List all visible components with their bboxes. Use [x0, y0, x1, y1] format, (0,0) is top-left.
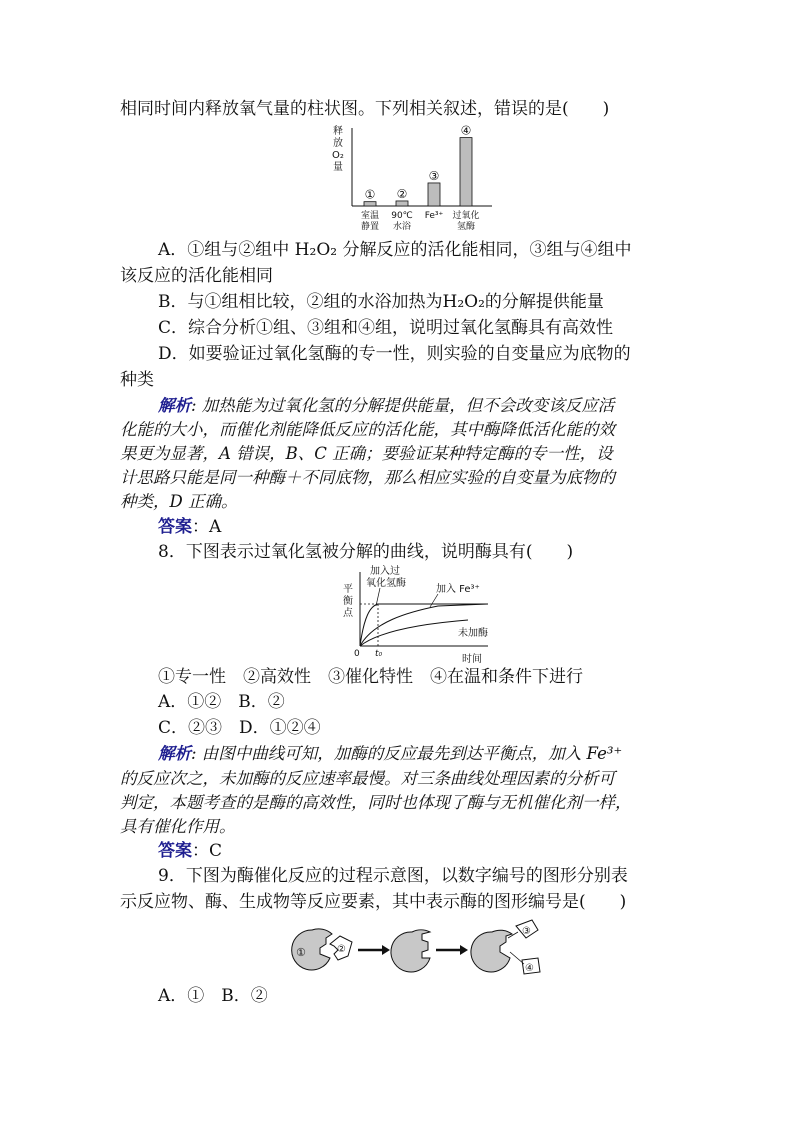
q7-option-d-2: 种类: [120, 370, 154, 390]
marker-1: ①: [296, 946, 306, 959]
answer-label: 答案: [158, 517, 192, 537]
q8-options-ab: A．①② B．②: [158, 692, 285, 712]
bar-label: 静置: [360, 222, 380, 232]
q8-answer: [158, 839, 222, 863]
origin-label: 0: [354, 649, 360, 659]
q8-stem: 8．下图表示过氧化氢被分解的曲线，说明酶具有( ): [158, 542, 574, 562]
analysis-text: : 由图中曲线可知，加酶的反应最先到达平衡点，加入 Fe³⁺: [191, 744, 623, 763]
y-label-char: 衡: [343, 596, 353, 607]
y-label-char: 量: [333, 162, 343, 173]
arrow-2-head: [460, 945, 468, 955]
bar-marker: ③: [428, 168, 440, 183]
fe-pointer: [430, 594, 438, 607]
q7-option-a-1: A．①组与②组中 H₂O₂ 分解反应的活化能相同，③组与④组中: [158, 240, 632, 260]
y-label-char: 放: [333, 138, 343, 149]
enzyme-process-figure: [282, 918, 552, 982]
y-label-char: O₂: [332, 150, 344, 161]
bar-label: Fe³⁺: [424, 211, 444, 221]
enzyme-pointer: [376, 588, 380, 606]
q7-analysis-4: 计思路只能是同一种酶＋不同底物，那么相应实验的自变量为底物的: [120, 468, 615, 487]
enzyme-label-1: 加入过: [370, 566, 400, 577]
bar-marker: ①: [364, 187, 376, 202]
fe-label: 加入 Fe³⁺: [436, 584, 480, 595]
answer-label: 答案: [158, 841, 192, 861]
curve-figure: [338, 562, 498, 666]
q8-analysis-2: 的反应次之，未加酶的反应速率最慢。对三条曲线处理因素的分析可: [120, 769, 615, 788]
bar-label: 过氧化: [452, 211, 480, 221]
q9-options-ab: A．① B．②: [158, 986, 268, 1006]
marker-3: ③: [522, 926, 531, 937]
q7-option-d-1: D．如要验证过氧化氢酶的专一性，则实验的自变量应为底物的: [158, 344, 631, 364]
q7-answer: [158, 515, 221, 539]
q7-analysis-5: 种类，D 正确。: [120, 492, 238, 511]
enzyme-label-2: 氧化氢酶: [366, 578, 406, 589]
bar-label: 室温: [360, 211, 380, 221]
q9-stem-1: 9．下图为酶催化反应的过程示意图，以数字编号的图形分别表: [158, 866, 628, 886]
arrow-1-head: [382, 945, 390, 955]
marker-2: ②: [337, 944, 346, 955]
bar-marker: ②: [396, 186, 408, 201]
bar: [428, 183, 440, 206]
bar: [396, 201, 408, 206]
bar: [460, 138, 472, 206]
enzyme-complex: [391, 930, 430, 972]
enzyme-released: [471, 930, 512, 972]
t0-label: t₀: [375, 649, 383, 659]
q7-analysis-1: [158, 394, 614, 418]
q8-options-cd: C．②③ D．①②④: [158, 718, 321, 738]
q8-choices: ①专一性 ②高效性 ③催化特性 ④在温和条件下进行: [158, 667, 583, 687]
answer-value: ：C: [192, 841, 223, 861]
answer-value: ：A: [192, 517, 222, 537]
x-axis-label: 时间: [462, 654, 482, 665]
bar-chart-figure: [330, 120, 500, 238]
q7-option-b: B．与①组相比较，②组的水浴加热为H₂O₂的分解提供能量: [158, 292, 604, 312]
q8-analysis-1: [158, 742, 622, 766]
q7-option-a-2: 该反应的活化能相同: [120, 266, 273, 286]
q7-option-c: C．综合分析①组、③组和④组，说明过氧化氢酶具有高效性: [158, 318, 614, 338]
q8-analysis-3: 判定，本题考查的是酶的高效性，同时也体现了酶与无机催化剂一样，: [120, 793, 632, 812]
analysis-text: : 加热能为过氧化氢的分解提供能量，但不会改变该反应活: [191, 396, 615, 415]
no-enzyme-label: 未加酶: [458, 628, 488, 639]
q9-stem-2: 示反应物、酶、生成物等反应要素，其中表示酶的图形编号是( ): [120, 892, 627, 912]
y-label-char: 释: [333, 126, 343, 137]
q7-stem-tail: 相同时间内释放氧气量的柱状图。下列相关叙述，错误的是( ): [120, 99, 610, 119]
analysis-label: 解析: [158, 744, 191, 763]
product-4-pointer: [510, 952, 524, 964]
bar-label: 水浴: [392, 222, 412, 232]
q7-analysis-3: 果更为显著，A 错误，B、C 正确；要验证某种特定酶的专一性，设: [120, 444, 613, 463]
analysis-label: 解析: [158, 396, 191, 415]
y-label-char: 点: [343, 608, 353, 619]
q7-analysis-2: 化能的大小，而催化剂能降低反应的活化能，其中酶降低活化能的效: [120, 420, 615, 439]
bar-marker: ④: [460, 123, 472, 138]
curve-none: [360, 620, 468, 646]
y-label-char: 平: [343, 584, 353, 595]
y-axis-label: [332, 125, 344, 173]
marker-4: ④: [525, 963, 534, 974]
bar: [364, 202, 376, 206]
bar-label: 90℃: [391, 211, 413, 221]
bar-label: 氢酶: [456, 222, 476, 232]
q8-analysis-4: 具有催化作用。: [120, 817, 236, 836]
